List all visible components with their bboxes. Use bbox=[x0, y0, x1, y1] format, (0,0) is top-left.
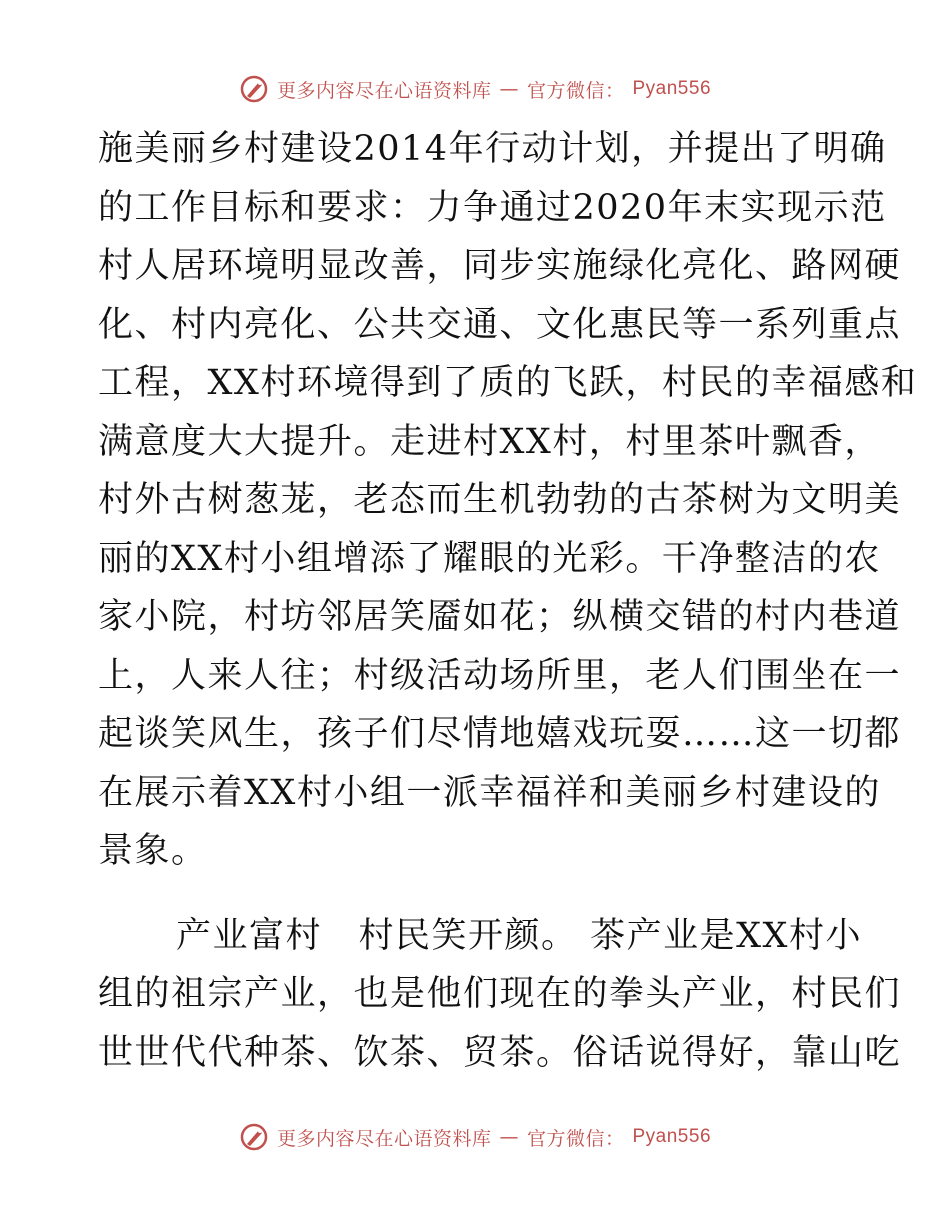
text-line: 产业富村 村民笑开颜。 茶产业是XX村小 bbox=[176, 915, 862, 956]
header-watermark bbox=[0, 74, 950, 104]
watermark-separator: — bbox=[499, 78, 519, 100]
watermark-account: Pyan556 bbox=[632, 1126, 712, 1147]
document-body bbox=[98, 120, 918, 1082]
text-line: 工程，XX村环境得到了质的飞跃，村民的幸福感和 bbox=[98, 363, 918, 403]
text-line: 丽的XX村小组增添了耀眼的光彩。干净整洁的农 bbox=[98, 538, 881, 579]
text-line: 世世代代种茶、饮茶、贸茶。俗话说得好，靠山吃 bbox=[98, 1032, 902, 1073]
pen-nib-logo-icon bbox=[239, 1122, 269, 1152]
text-line: 的工作目标和要求：力争通过2020年末实现示范 bbox=[98, 187, 887, 228]
footer-watermark bbox=[0, 1122, 950, 1152]
paragraph-1 bbox=[98, 120, 918, 881]
watermark-text: 更多内容尽在心语资料库 bbox=[276, 79, 492, 102]
text-line: 家小院，村坊邻居笑靥如花；纵横交错的村内巷道 bbox=[98, 597, 902, 637]
text-line: 满意度大大提升。走进村XX村，村里茶叶飘香， bbox=[98, 421, 881, 462]
watermark-account: Pyan556 bbox=[632, 78, 712, 99]
watermark-suffix: 官方微信： bbox=[526, 79, 625, 102]
paragraph-2 bbox=[98, 907, 902, 1083]
text-line: 施美丽乡村建设2014年行动计划，并提出了明确 bbox=[98, 129, 887, 169]
text-line: 在展示着XX村小组一派幸福祥和美丽乡村建设的 bbox=[98, 772, 881, 813]
pen-nib-logo-icon bbox=[239, 74, 269, 104]
text-line: 景象。 bbox=[98, 831, 208, 871]
text-line: 上，人来人往；村级活动场所里，老人们围坐在一 bbox=[98, 655, 902, 696]
text-line: 起谈笑风生，孩子们尽情地嬉戏玩耍……这一切都 bbox=[98, 714, 902, 754]
watermark-separator: — bbox=[499, 1126, 519, 1148]
text-line: 村人居环境明显改善，同步实施绿化亮化、路网硬 bbox=[98, 246, 902, 286]
text-line: 组的祖宗产业，也是他们现在的拳头产业，村民们 bbox=[98, 974, 902, 1014]
watermark-suffix: 官方微信： bbox=[526, 1127, 625, 1150]
watermark-text: 更多内容尽在心语资料库 bbox=[276, 1127, 492, 1150]
text-line: 化、村内亮化、公共交通、文化惠民等一系列重点 bbox=[98, 304, 902, 345]
text-line: 村外古树葱茏，老态而生机勃勃的古茶树为文明美 bbox=[98, 480, 902, 520]
